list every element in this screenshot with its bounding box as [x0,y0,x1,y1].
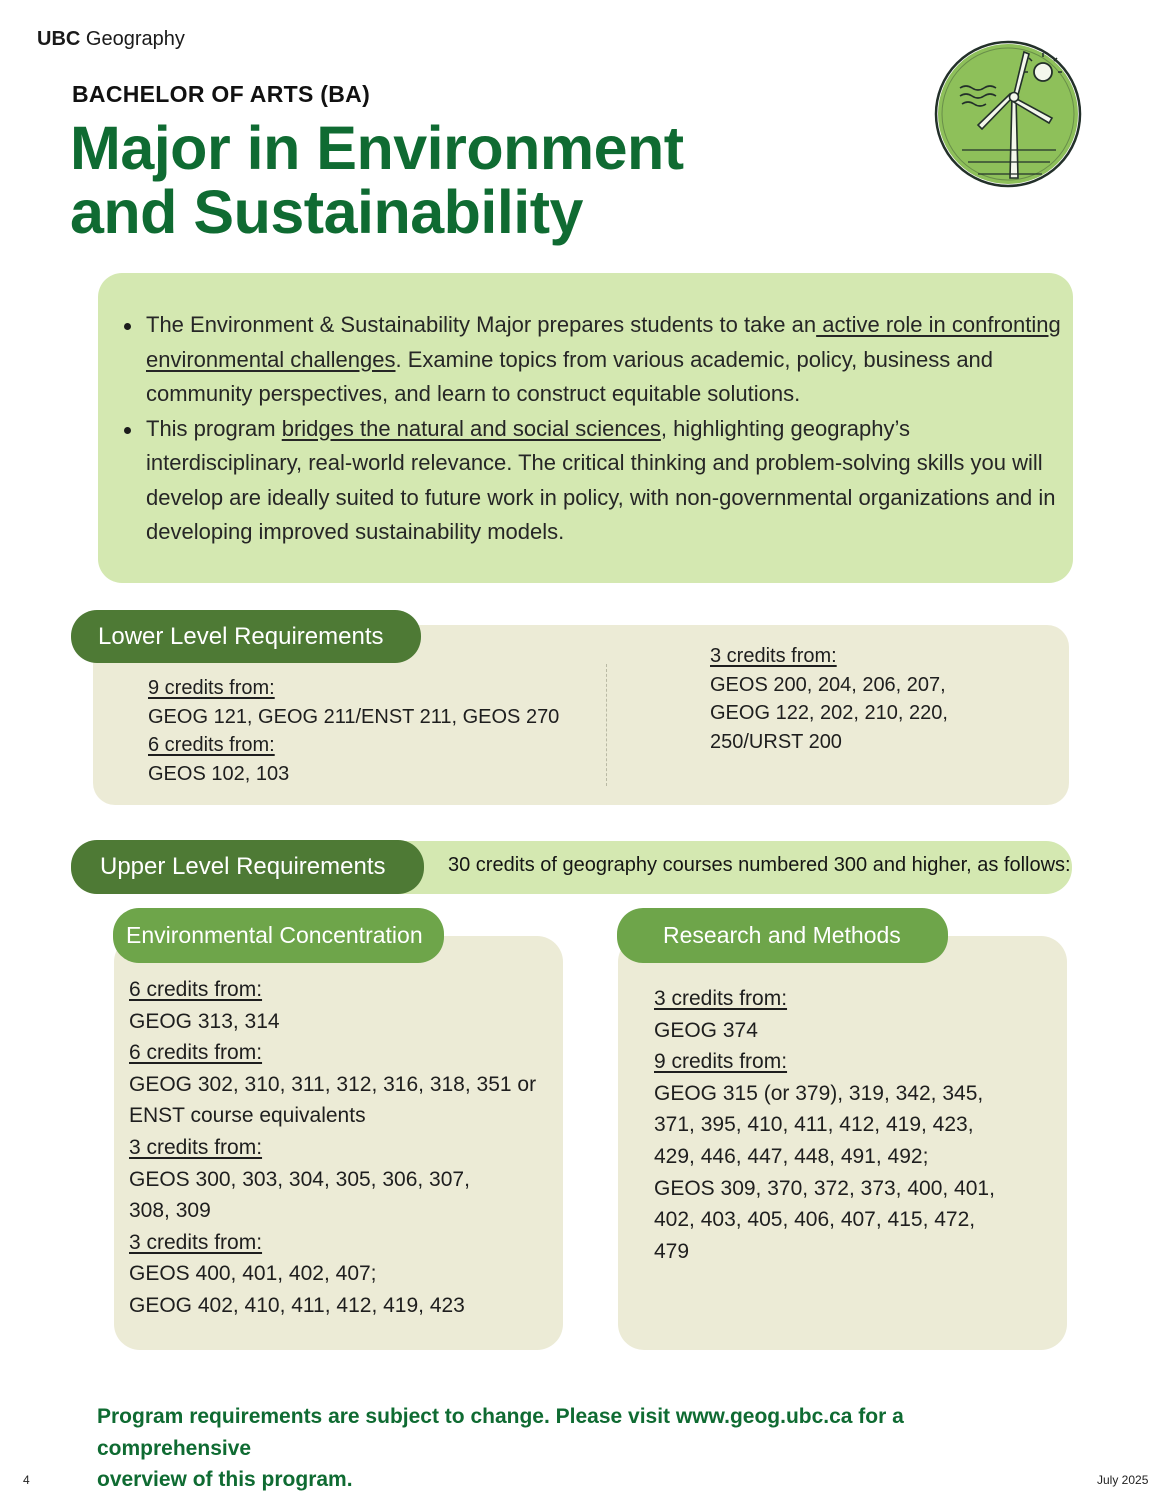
brand-rest: Geography [85,28,185,50]
intro-b1-emphasis: active role in confronting environmental challenges [146,312,1061,372]
rm-courses-1: GEOG 374 [654,1018,758,1042]
lower-right-line-3: 250/URST 200 [710,730,842,753]
lower-right-list [710,642,948,756]
intro-box [98,273,1073,583]
env-heading-2: 6 credits from: [129,1041,263,1065]
research-methods-label: Research and Methods [617,908,948,963]
footer-line-2: overview of this program. [97,1468,353,1491]
lower-right-line-1: GEOS 200, 204, 206, 207, [710,673,946,696]
page-number: 4 [23,1473,30,1487]
env-heading-1: 6 credits from: [129,978,263,1001]
upper-requirements-label: Upper Level Requirements [71,840,424,894]
env-courses-3b: 308, 309 [129,1199,211,1223]
title-line-1: Major in Environment [70,114,684,182]
intro-b2-emphasis: bridges the natural and social sciences [281,415,661,441]
lower-divider [606,664,607,786]
page-title [70,116,684,244]
rm-line-3: 429, 446, 447, 448, 491, 492; [654,1144,929,1168]
environmental-concentration-label: Environmental Concentration [113,908,444,963]
lower-left-heading-2: 6 credits from: [148,734,275,756]
lower-left-courses-1: GEOG 121, GEOG 211/ENST 211, GEOS 270 [148,705,560,728]
intro-bullet-2 [146,412,1066,550]
research-methods-list [654,983,1034,1267]
intro-b2-rest: , highlighting geography’s interdisciplinary, real-world relevance. The critical thinking and problem-solving skills you will develop are ideally suited to future work in policy, with non-governmental organizations and in developing improved sustainability models. [146,415,1056,544]
rm-heading-2: 9 credits from: [654,1050,788,1074]
footer-note [97,1401,1057,1496]
env-heading-4: 3 credits from: [129,1230,263,1254]
environmental-concentration-list [129,974,549,1322]
lower-right-heading: 3 credits from: [710,645,837,667]
lower-left-list [148,674,559,788]
lower-left-courses-2: GEOS 102, 103 [148,762,290,785]
env-courses-2b: ENST course equivalents [129,1104,366,1128]
env-courses-2a: GEOG 302, 310, 311, 312, 316, 318, 351 or [129,1072,537,1096]
lower-requirements-label: Lower Level Requirements [71,610,421,663]
rm-heading-1: 3 credits from: [654,987,788,1010]
rm-line-5: 402, 403, 405, 406, 407, 415, 472, [654,1208,976,1232]
brand-bold: UBC [37,28,81,50]
upper-requirements-note: 30 credits of geography courses numbered 300 and higher, as follows: [448,854,1071,876]
lower-left-heading-1: 9 credits from: [148,677,275,699]
footer-line-1: Program requirements are subject to change. Please visit www.geog.ubc.ca for a comprehensive [97,1405,904,1460]
brand [37,28,185,51]
intro-list [146,308,1066,550]
title-line-2: and Sustainability [70,178,583,246]
rm-line-2: 371, 395, 410, 411, 412, 419, 423, [654,1113,974,1137]
rm-line-4: GEOS 309, 370, 372, 373, 400, 401, [654,1176,995,1200]
wind-turbine-icon [932,38,1082,188]
env-courses-3a: GEOS 300, 303, 304, 305, 306, 307, [129,1167,470,1191]
intro-b1-text: The Environment & Sustainability Major prepares students to take an [146,312,817,337]
degree-label: BACHELOR OF ARTS (BA) [72,81,371,107]
rm-line-1: GEOG 315 (or 379), 319, 342, 345, [654,1081,984,1105]
intro-b1-rest: . Examine topics from various academic, policy, business and community perspectives, and learn to construct equitable solutions. [146,346,994,406]
env-courses-4a: GEOS 400, 401, 402, 407; [129,1262,377,1286]
publication-date: July 2025 [1097,1473,1149,1487]
intro-bullet-1 [146,308,1066,412]
lower-right-line-2: GEOG 122, 202, 210, 220, [710,702,948,724]
env-courses-1: GEOG 313, 314 [129,1009,280,1033]
rm-line-6: 479 [654,1239,690,1263]
intro-b2-text: This program [146,415,282,441]
env-courses-4b: GEOG 402, 410, 411, 412, 419, 423 [129,1293,465,1317]
env-heading-3: 3 credits from: [129,1135,263,1159]
